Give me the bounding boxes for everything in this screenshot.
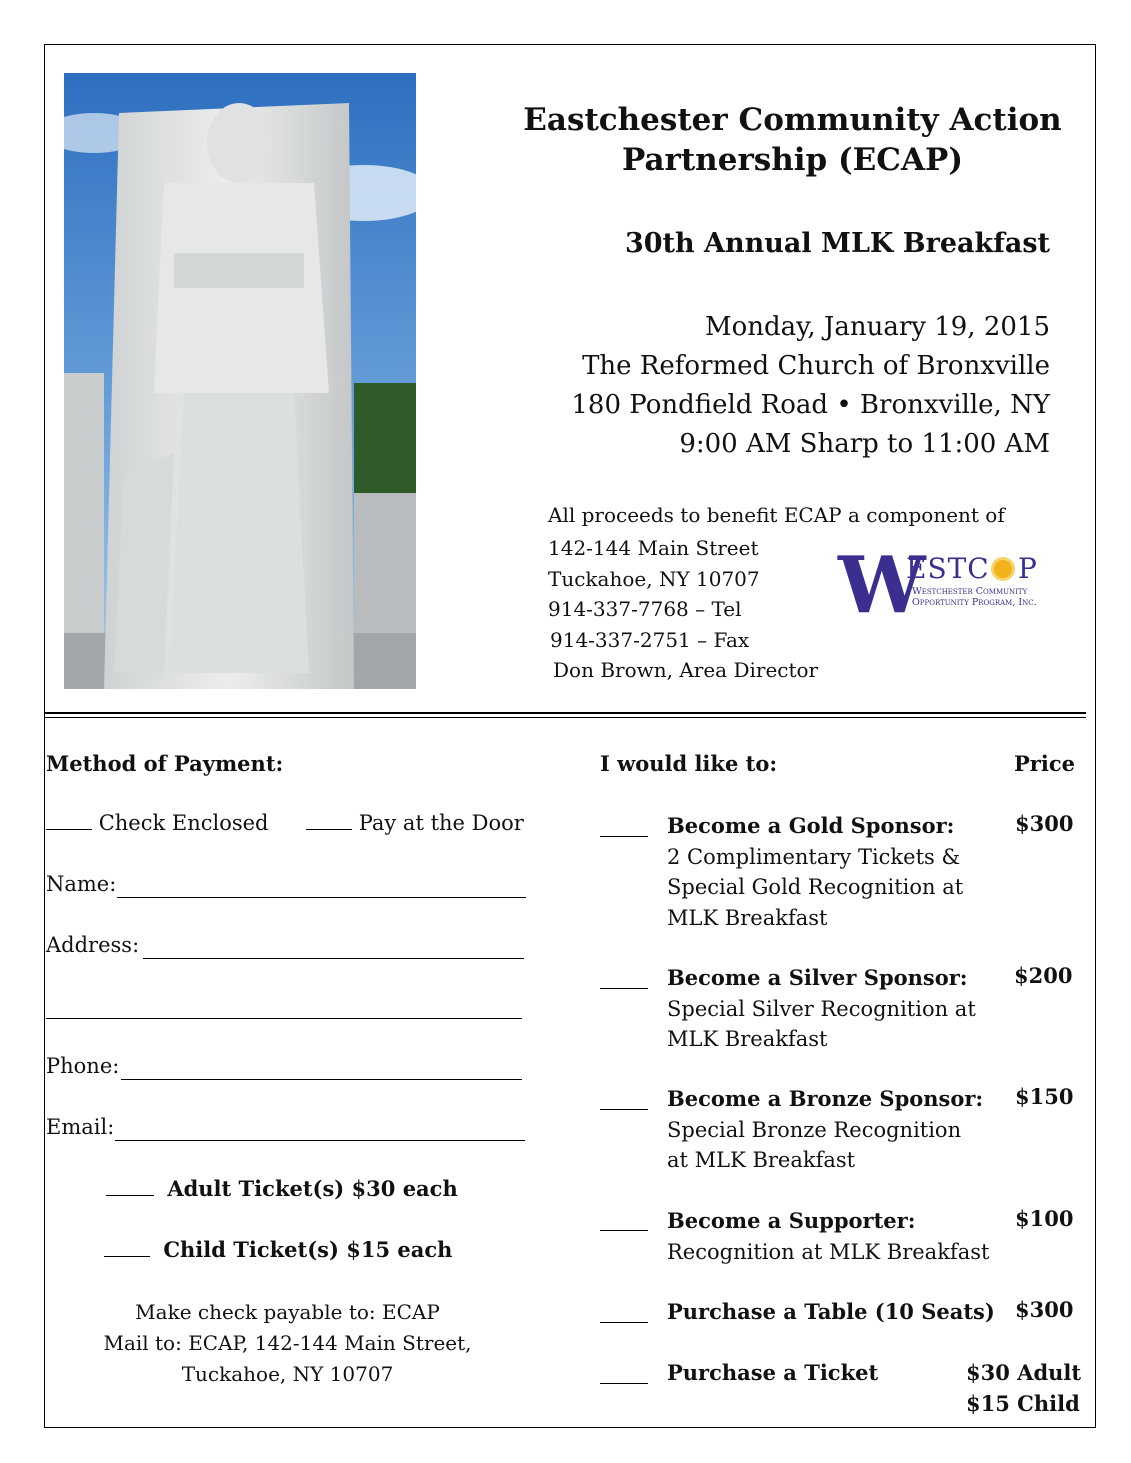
org-title-line2: Partnership (ECAP) <box>621 142 964 178</box>
logo-letter-w: W <box>838 540 924 631</box>
supporter-option <box>667 1206 989 1267</box>
pay-at-door-label: Pay at the Door <box>358 811 524 835</box>
benefit-intro: All proceeds to benefit ECAP a component of <box>548 503 1005 527</box>
gold-sponsor-title: Become a Gold Sponsor: <box>667 813 955 838</box>
address-field-line2[interactable] <box>46 1018 522 1019</box>
ticket-price-child: $15 Child <box>966 1390 1080 1416</box>
price-heading: Price <box>1014 751 1075 776</box>
gold-sponsor-price: $300 <box>1015 811 1074 836</box>
event-title: 30th Annual MLK Breakfast <box>624 228 1050 259</box>
silver-sponsor-desc-2: MLK Breakfast <box>667 1027 828 1051</box>
ticket-blank[interactable] <box>600 1383 648 1384</box>
event-venue: The Reformed Church of Bronxville <box>582 351 1050 381</box>
address-field[interactable] <box>143 958 524 959</box>
check-payable-to: Make check payable to: ECAP <box>135 1300 440 1324</box>
mailing-instructions <box>60 1297 515 1390</box>
contact-fax: 914-337-2751 – Fax <box>550 627 750 652</box>
ticket-title: Purchase a Ticket <box>667 1360 879 1385</box>
silver-sponsor-blank[interactable] <box>600 988 648 989</box>
adult-ticket-label: Adult Ticket(s) $30 each <box>167 1176 458 1201</box>
bronze-sponsor-option <box>667 1084 983 1176</box>
westcop-logo <box>838 540 1048 631</box>
bronze-sponsor-desc-1: Special Bronze Recognition <box>667 1117 962 1142</box>
section-divider-thin <box>44 717 1086 718</box>
supporter-price: $100 <box>1015 1206 1074 1231</box>
contact-director: Don Brown, Area Director <box>553 658 819 682</box>
email-label: Email: <box>46 1115 115 1139</box>
supporter-desc-1: Recognition at MLK Breakfast <box>667 1239 990 1264</box>
bronze-sponsor-blank[interactable] <box>600 1109 648 1110</box>
event-date: Monday, January 19, 2015 <box>704 312 1050 342</box>
logo-subtitle-line2: Opportunity Program, Inc. <box>912 597 1037 608</box>
table-blank[interactable] <box>600 1322 648 1323</box>
mail-to-address: Mail to: ECAP, 142-144 Main Street, <box>103 1331 472 1355</box>
mail-to-city: Tuckahoe, NY 10707 <box>181 1362 394 1386</box>
gold-sponsor-desc-1: 2 Complimentary Tickets & <box>667 844 961 869</box>
phone-label: Phone: <box>46 1054 120 1078</box>
silver-sponsor-desc-1: Special Silver Recognition at <box>667 996 976 1021</box>
name-field[interactable] <box>117 897 526 898</box>
organization-title <box>500 100 1085 180</box>
mlk-memorial-photo <box>64 73 416 689</box>
check-enclosed-label: Check Enclosed <box>98 811 269 835</box>
table-title: Purchase a Table (10 Seats) <box>667 1299 995 1324</box>
ticket-price <box>966 1358 1081 1419</box>
ticket-price-adult: $30 Adult <box>966 1360 1082 1385</box>
method-of-payment-label: Method of Payment: <box>46 751 284 776</box>
bronze-sponsor-desc-2: at MLK Breakfast <box>667 1148 856 1172</box>
logo-subtitle <box>912 586 1037 608</box>
logo-text-estc: ESTC <box>906 552 990 585</box>
logo-text-p: P <box>1018 552 1037 585</box>
logo-subtitle-line1: Westchester Community <box>912 586 1028 597</box>
child-ticket-label: Child Ticket(s) $15 each <box>163 1237 453 1262</box>
silver-sponsor-title: Become a Silver Sponsor: <box>667 965 968 990</box>
gold-sponsor-desc-3: MLK Breakfast <box>667 905 828 930</box>
event-details <box>500 308 1050 464</box>
adult-ticket-option[interactable] <box>106 1176 458 1201</box>
silver-sponsor-price: $200 <box>1014 963 1073 988</box>
child-ticket-blank[interactable] <box>104 1255 150 1257</box>
check-enclosed-option[interactable] <box>46 811 269 835</box>
contact-city: Tuckahoe, NY 10707 <box>548 566 760 591</box>
gold-sponsor-option <box>667 811 963 933</box>
event-address: 180 Pondfield Road • Bronxville, NY <box>571 390 1050 420</box>
bronze-sponsor-title: Become a Bronze Sponsor: <box>667 1086 984 1111</box>
check-enclosed-blank[interactable] <box>46 828 92 830</box>
adult-ticket-blank[interactable] <box>106 1194 154 1196</box>
pay-at-door-blank[interactable] <box>306 828 352 830</box>
section-divider <box>44 712 1086 714</box>
bronze-sponsor-price: $150 <box>1015 1084 1074 1109</box>
phone-field[interactable] <box>121 1079 522 1080</box>
contact-street: 142-144 Main Street <box>548 536 759 560</box>
child-ticket-option[interactable] <box>104 1237 452 1262</box>
silver-sponsor-option <box>667 963 976 1055</box>
org-title-line1: Eastchester Community Action <box>523 102 1062 138</box>
sun-icon <box>991 557 1015 581</box>
name-label: Name: <box>46 872 117 896</box>
event-time: 9:00 AM Sharp to 11:00 AM <box>679 429 1050 459</box>
email-field[interactable] <box>115 1140 525 1141</box>
options-heading: I would like to: <box>600 751 778 776</box>
address-label: Address: <box>46 933 140 957</box>
table-price: $300 <box>1015 1297 1074 1322</box>
supporter-title: Become a Supporter: <box>667 1208 916 1233</box>
gold-sponsor-desc-2: Special Gold Recognition at <box>667 875 964 899</box>
contact-block <box>548 533 818 686</box>
supporter-blank[interactable] <box>600 1230 648 1231</box>
gold-sponsor-blank[interactable] <box>600 836 648 837</box>
contact-tel: 914-337-7768 – Tel <box>548 597 742 621</box>
pay-at-door-option[interactable] <box>306 811 524 835</box>
